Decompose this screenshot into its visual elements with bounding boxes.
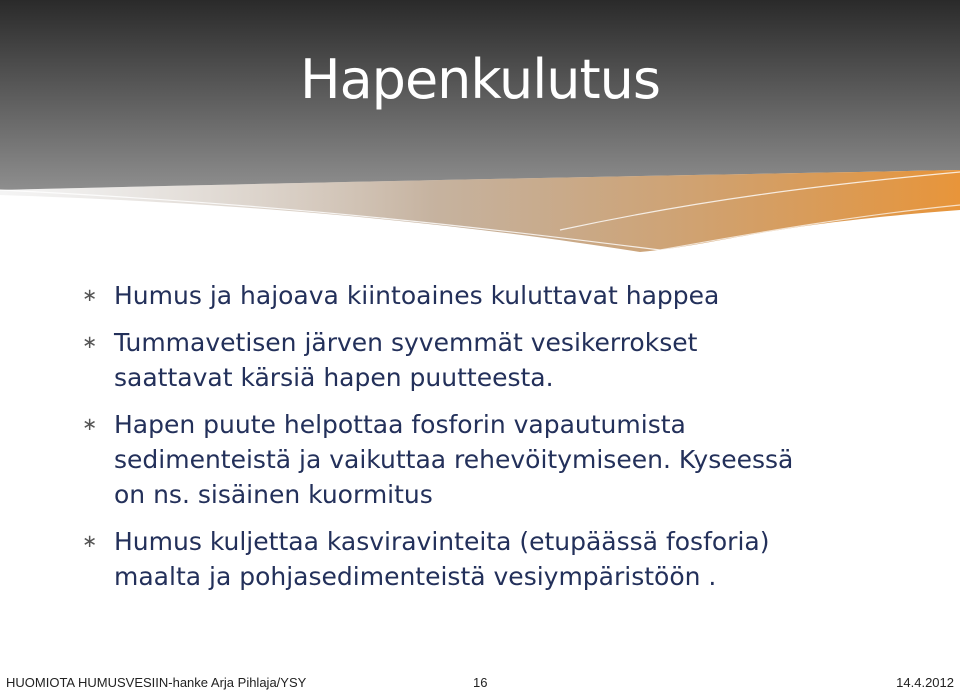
bullet-text: Humus kuljettaa kasviravinteita (etupäässä fosforia) xyxy=(114,527,770,556)
bullet-text: saattavat kärsiä hapen puutteesta. xyxy=(114,363,554,392)
bullet-icon: ∗ xyxy=(82,414,98,435)
bullet-text: Humus ja hajoava kiintoaines kuluttavat happea xyxy=(114,281,720,310)
list-item xyxy=(82,278,902,313)
slide-header xyxy=(0,0,960,260)
footer-project: HUOMIOTA HUMUSVESIIN-hanke Arja Pihlaja/YSY xyxy=(6,675,307,690)
page-number: 16 xyxy=(473,675,488,690)
bullet-icon: ∗ xyxy=(82,285,98,306)
header-background xyxy=(0,0,960,260)
bullet-icon: ∗ xyxy=(82,531,98,552)
bullet-text: Hapen puute helpottaa fosforin vapautumista xyxy=(114,410,686,439)
bullet-text: on ns. sisäinen kuormitus xyxy=(114,480,433,509)
bullet-text: maalta ja pohjasedimenteistä vesiympäristöön . xyxy=(114,562,717,591)
bullet-list xyxy=(82,278,902,606)
footer-date: 14.4.2012 xyxy=(896,675,954,690)
slide-title: Hapenkulutus xyxy=(299,48,660,111)
list-item xyxy=(82,524,902,594)
bullet-icon: ∗ xyxy=(82,332,98,353)
list-item xyxy=(82,325,902,395)
list-item xyxy=(82,407,902,512)
slide-footer xyxy=(0,672,960,694)
bullet-text: Tummavetisen järven syvemmät vesikerrokset xyxy=(114,328,698,357)
bullet-text: sedimenteistä ja vaikuttaa rehevöitymiseen. Kyseessä xyxy=(114,445,794,474)
